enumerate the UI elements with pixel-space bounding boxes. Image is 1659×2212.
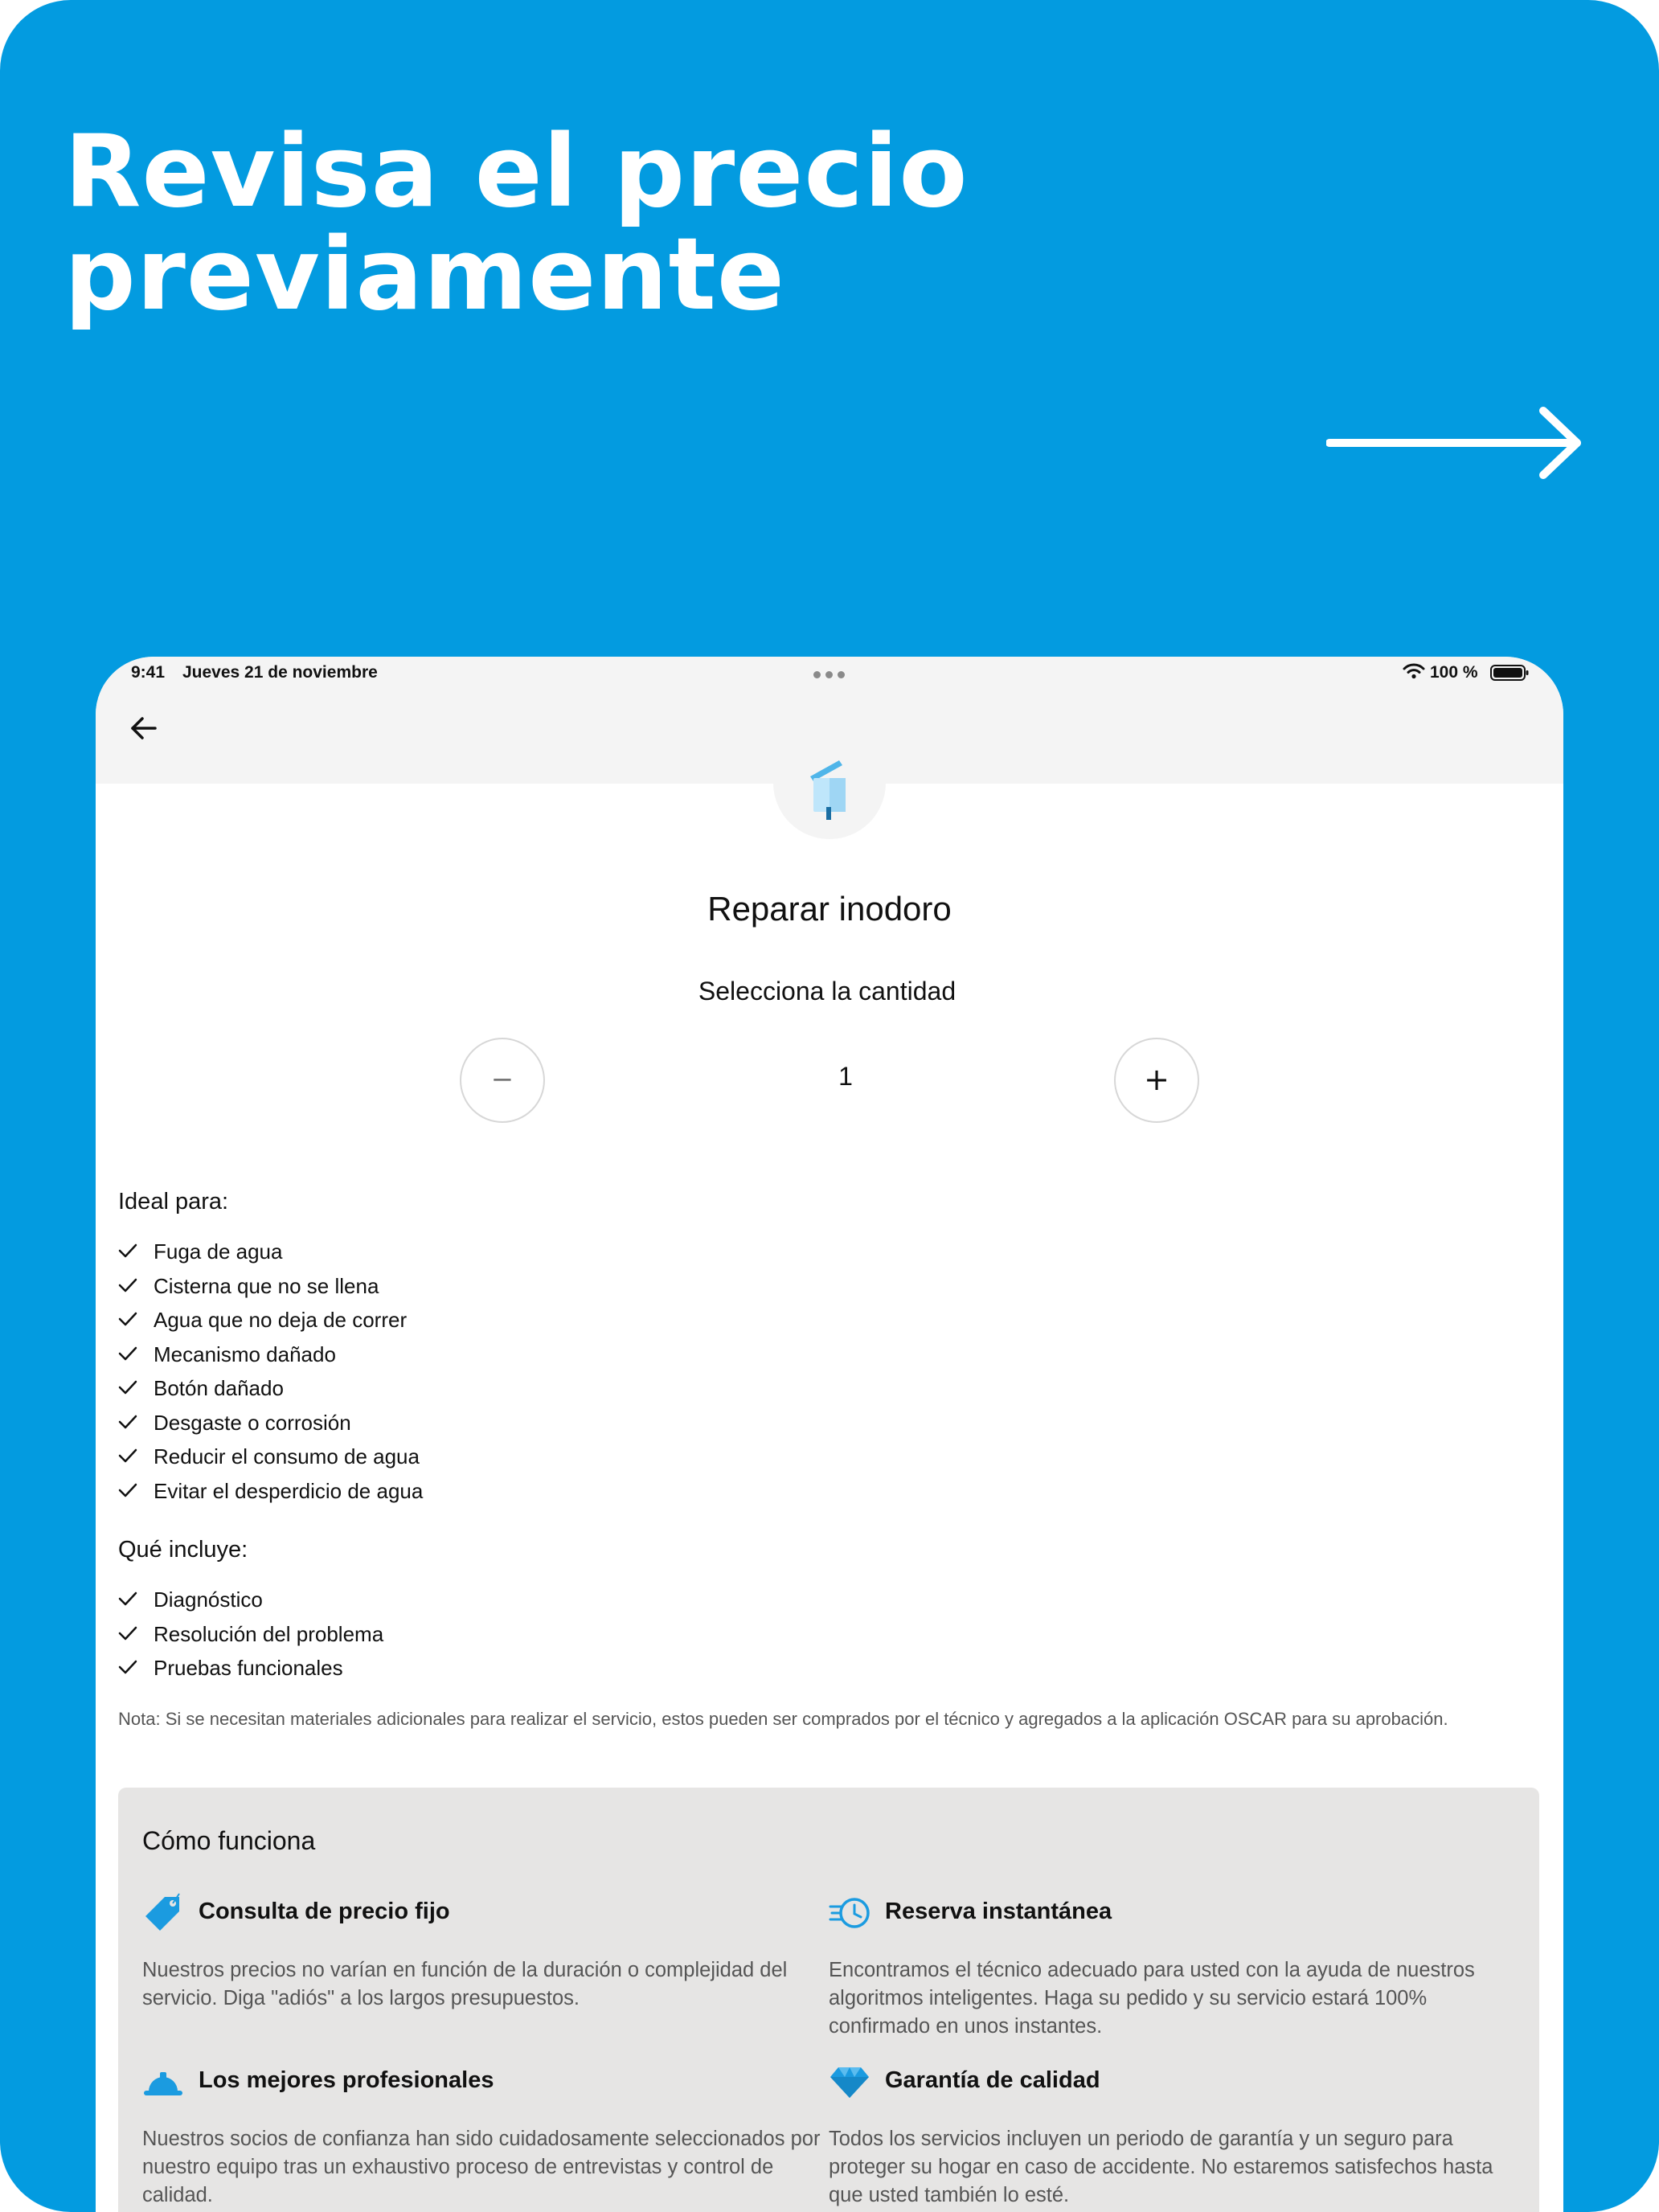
status-time: 9:41 bbox=[131, 663, 166, 682]
check-icon bbox=[118, 1243, 137, 1259]
list-item bbox=[118, 1303, 423, 1337]
list-item-label: Mecanismo dañado bbox=[154, 1342, 336, 1366]
check-icon bbox=[118, 1311, 137, 1327]
list-item bbox=[118, 1583, 383, 1617]
how-it-works-card bbox=[118, 1788, 1539, 2212]
list-item bbox=[118, 1651, 383, 1686]
includes-heading: Qué incluye: bbox=[118, 1537, 248, 1563]
decrease-quantity-button[interactable]: − bbox=[460, 1038, 545, 1123]
feature-title: Reserva instantánea bbox=[885, 1899, 1112, 1924]
tablet-screen bbox=[96, 657, 1563, 2212]
headline-line-1: Revisa el precio bbox=[64, 114, 969, 230]
quantity-label: Selecciona la cantidad bbox=[698, 977, 956, 1006]
list-item-label: Evitar el desperdicio de agua bbox=[154, 1478, 424, 1503]
check-icon bbox=[118, 1482, 137, 1498]
feature-title: Garantía de calidad bbox=[885, 2067, 1100, 2093]
list-item bbox=[118, 1406, 423, 1440]
check-icon bbox=[118, 1625, 137, 1641]
diamond-icon bbox=[829, 2061, 870, 2103]
battery-percent: 100 % bbox=[1430, 663, 1478, 682]
how-it-works-title: Cómo funciona bbox=[142, 1826, 316, 1855]
check-icon bbox=[118, 1379, 137, 1395]
list-item-label: Resolución del problema bbox=[154, 1621, 384, 1646]
list-item-label: Diagnóstico bbox=[154, 1587, 263, 1612]
feature-title: Consulta de precio fijo bbox=[199, 1899, 450, 1924]
list-item-label: Agua que no deja de correr bbox=[154, 1308, 408, 1332]
includes-list bbox=[118, 1583, 383, 1686]
hard-hat-icon bbox=[142, 2061, 184, 2103]
headline bbox=[64, 114, 1270, 333]
check-icon bbox=[118, 1277, 137, 1293]
battery-icon bbox=[1490, 665, 1529, 681]
list-item-label: Cisterna que no se llena bbox=[154, 1273, 379, 1298]
service-title: Reparar inodoro bbox=[707, 890, 952, 928]
list-item bbox=[118, 1337, 423, 1372]
feature-description: Todos los servicios incluyen un periodo de garantía y un seguro para proteger su hogar en caso de accidente. No estaremos satisfechos hasta que usted también lo esté. bbox=[829, 2128, 1493, 2206]
list-item-label: Reducir el consumo de agua bbox=[154, 1444, 420, 1469]
list-item-label: Botón dañado bbox=[154, 1376, 284, 1400]
feature-description: Nuestros socios de confianza han sido cuidadosamente seleccionados por nuestro equipo tras un exhaustivo proceso de entrevistas y control de calidad. bbox=[142, 2128, 821, 2206]
check-icon bbox=[118, 1414, 137, 1430]
list-item-label: Pruebas funcionales bbox=[154, 1656, 343, 1680]
check-icon bbox=[118, 1659, 137, 1675]
status-date: Jueves 21 de noviembre bbox=[182, 663, 378, 682]
list-item bbox=[118, 1617, 383, 1652]
toilet-repair-icon bbox=[807, 759, 852, 823]
arrow-right-icon bbox=[1326, 406, 1583, 480]
list-item-label: Fuga de agua bbox=[154, 1239, 283, 1264]
headline-line-2: previamente bbox=[64, 217, 785, 333]
list-item bbox=[118, 1235, 423, 1269]
list-item bbox=[118, 1269, 423, 1304]
check-icon bbox=[118, 1591, 137, 1607]
service-icon-badge bbox=[773, 727, 886, 839]
increase-quantity-button[interactable]: + bbox=[1114, 1038, 1199, 1123]
multitasking-dots-icon[interactable] bbox=[813, 671, 845, 678]
status-bar bbox=[96, 657, 1563, 689]
check-icon bbox=[118, 1346, 137, 1362]
fast-clock-icon bbox=[829, 1892, 870, 1934]
feature-title: Los mejores profesionales bbox=[199, 2067, 494, 2093]
list-item bbox=[118, 1440, 423, 1474]
wifi-icon bbox=[1403, 663, 1425, 679]
list-item bbox=[118, 1474, 423, 1509]
ideal-for-heading: Ideal para: bbox=[118, 1189, 229, 1215]
list-item bbox=[118, 1371, 423, 1406]
quantity-value: 1 bbox=[838, 1062, 853, 1091]
back-arrow-icon[interactable] bbox=[125, 709, 163, 748]
list-item-label: Desgaste o corrosión bbox=[154, 1410, 351, 1435]
feature-description: Nuestros precios no varían en función de la duración o complejidad del servicio. Diga "adiós" a los largos presupuestos. bbox=[142, 1959, 788, 2009]
check-icon bbox=[118, 1448, 137, 1464]
feature-description: Encontramos el técnico adecuado para usted con la ayuda de nuestros algoritmos inteligentes. Haga su pedido y su servicio estará 100% confirmado en unos instantes. bbox=[829, 1959, 1475, 2038]
materials-note: Nota: Si se necesitan materiales adicionales para realizar el servicio, estos pueden ser comprados por el técnico y agregados a la aplicación OSCAR para su aprobación. bbox=[118, 1709, 1448, 1729]
ideal-for-list bbox=[118, 1235, 423, 1508]
price-tag-icon bbox=[142, 1892, 184, 1934]
